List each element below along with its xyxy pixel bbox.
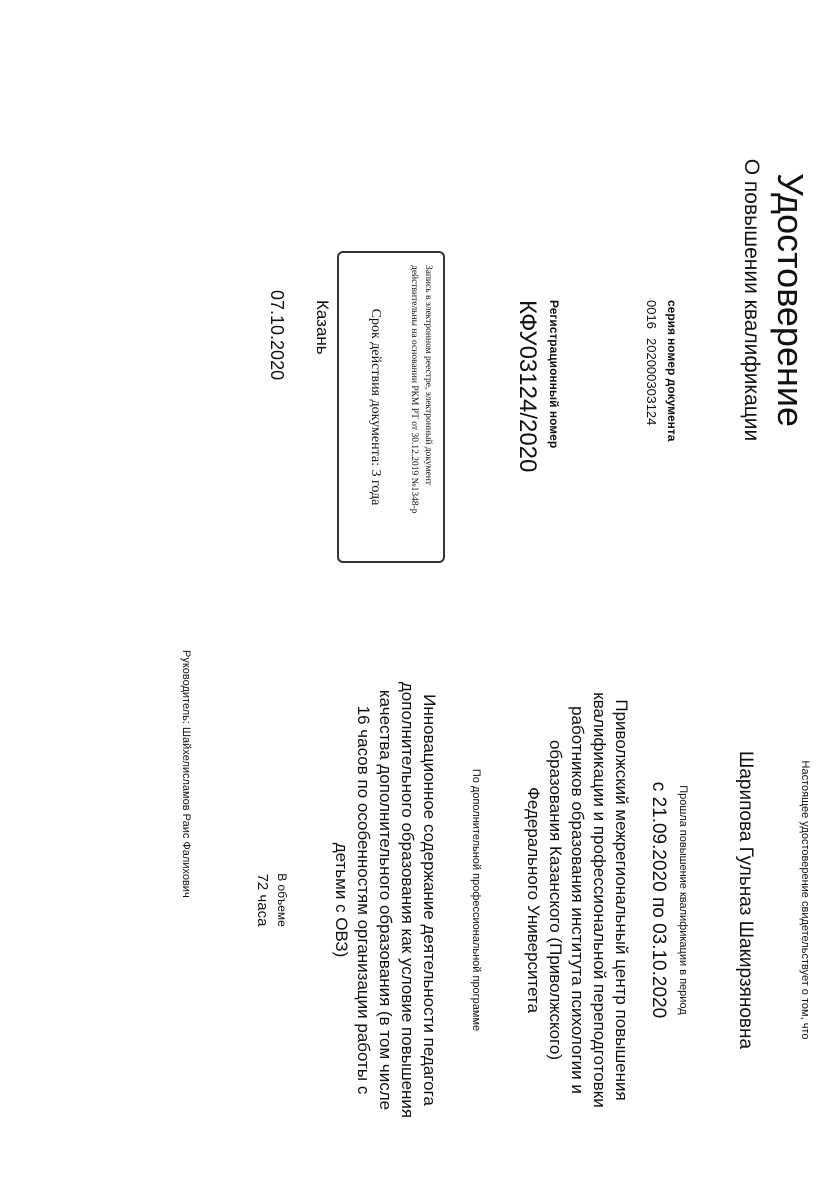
- organization-line: образования Казанского (Приволжского): [546, 739, 565, 1061]
- organization-line: квалификации и профессиональной переподготовки: [590, 692, 609, 1108]
- holder-name: Шарипова Гульназ Шакирзяновна: [735, 750, 756, 1050]
- organization-line: Федерального Университета: [524, 786, 543, 1014]
- document-subtitle: О повышении квалификации: [740, 158, 763, 442]
- series-number-header: [665, 300, 679, 441]
- number-value: 20200030З124: [644, 338, 659, 426]
- organization-line: работников образования института психологии и: [568, 706, 587, 1094]
- program-hours: 72 часа: [254, 873, 271, 927]
- program-title-line: качества дополнительного образования (в том числе: [376, 689, 395, 1111]
- issue-city: Казань: [313, 300, 332, 355]
- series-value: 0016: [644, 300, 659, 329]
- program-label: По дополнительной профессиональной программе: [470, 768, 482, 1032]
- certifies-text: Настоящее удостоверение свидетельствует о том, что: [799, 760, 811, 1040]
- registration-number: КФУ03124/2020: [514, 300, 541, 473]
- program-title-line: 16 часов по особенностям организации работы с: [354, 705, 373, 1095]
- registration-label: Регистрационный номер: [547, 300, 561, 449]
- program-title-line: детьми с ОВЗ): [332, 842, 351, 958]
- training-period: с 21.09.2020 по 03.10.2020: [648, 781, 669, 1019]
- document-title: Удостоверение: [770, 173, 811, 427]
- series-label: серия: [665, 300, 679, 336]
- series-number-values: [644, 300, 659, 425]
- program-title-line: Инновационное содержание деятельности педагога: [420, 694, 439, 1106]
- organization-line: Приволжский межрегиональный центр повышения: [612, 699, 631, 1101]
- issue-date: 07.10.2020: [267, 290, 287, 381]
- head-signature-line: Руководитель: Шайхелисламов Раис Фалихович: [180, 650, 192, 898]
- registry-stamp: [337, 251, 445, 563]
- program-title-line: дополнительного образования как условие повышения: [398, 681, 417, 1119]
- volume-label: В объеме: [275, 873, 289, 927]
- stamp-validity: Срок действия документа: 3 года: [368, 308, 383, 506]
- stamp-text-line: Запись в электронном реестре, электронный документ: [423, 265, 433, 485]
- stamp-text-line: действительны на основании РКМ РТ от 30.12.2019 №1348-р: [409, 265, 419, 514]
- period-label: Прошла повышение квалификации в период: [677, 785, 689, 1015]
- number-label: номер документа: [665, 338, 679, 442]
